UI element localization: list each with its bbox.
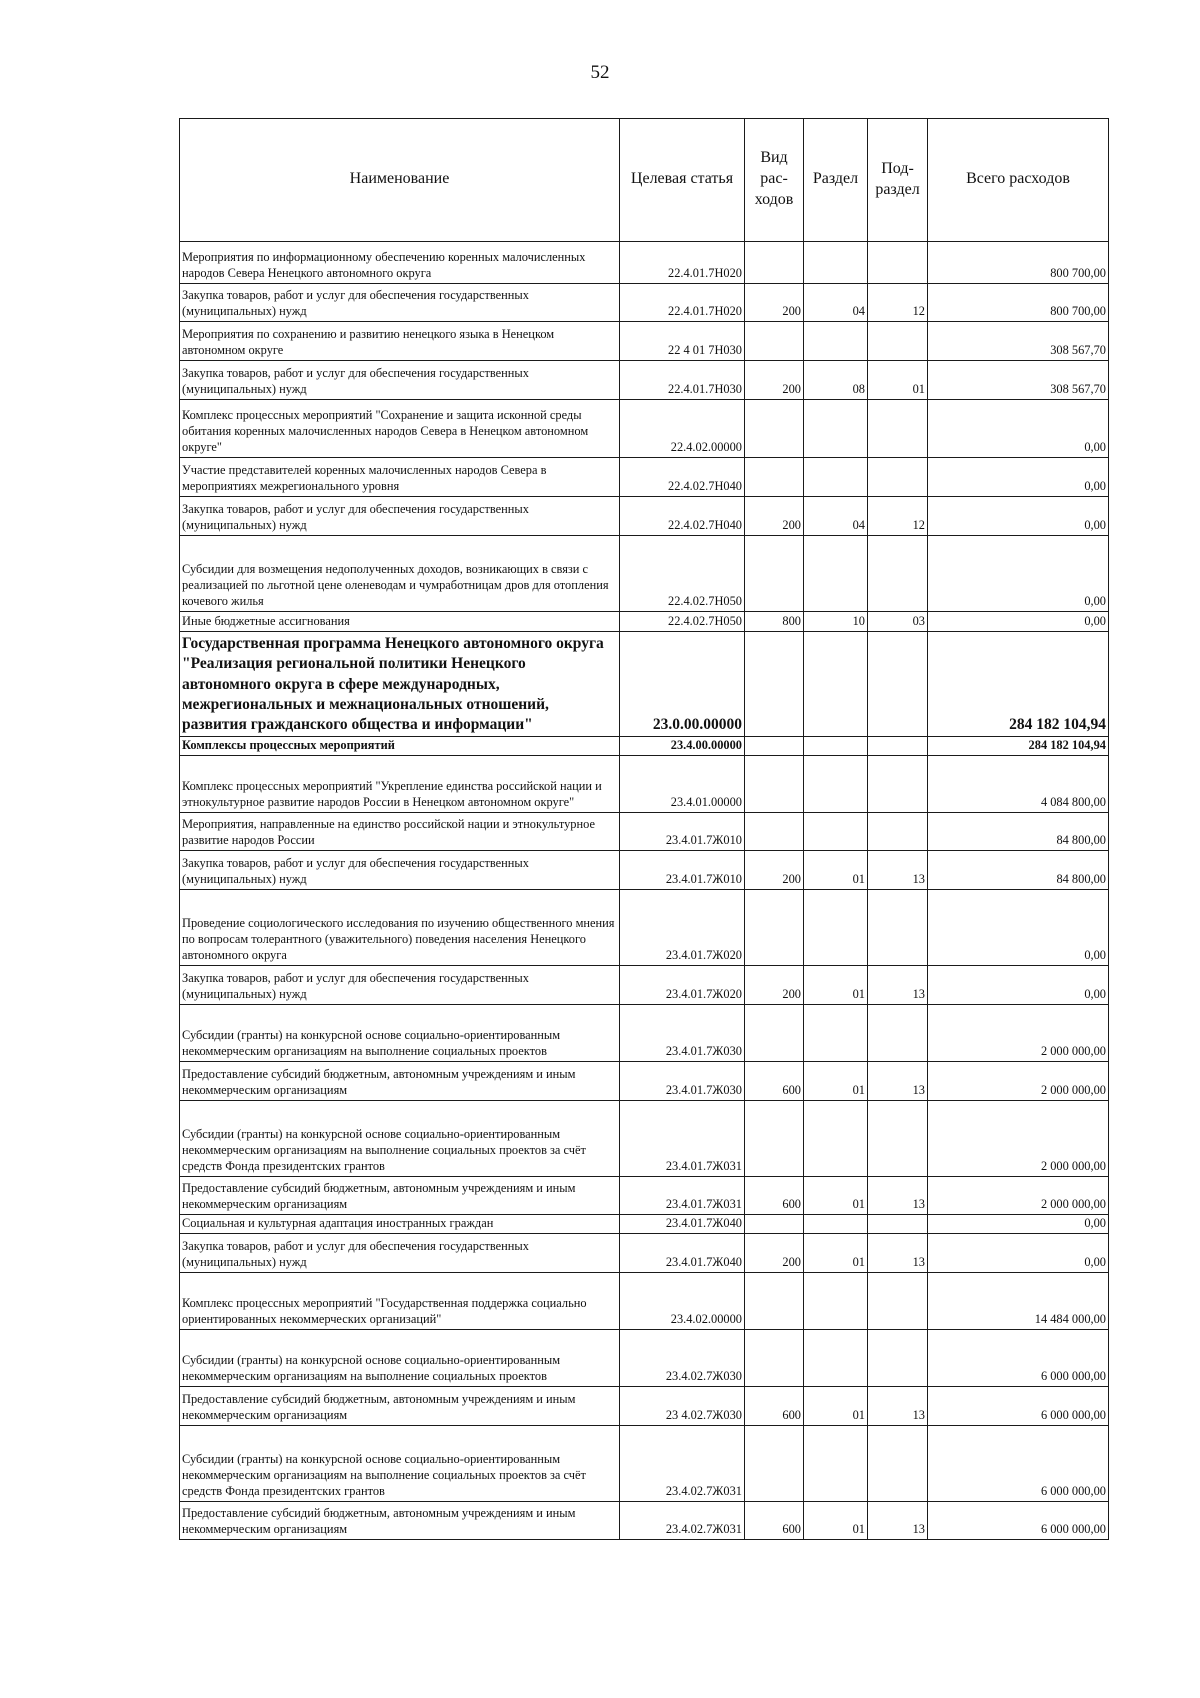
- expense-type-cell: [745, 1426, 804, 1502]
- item-name-cell: Субсидии для возмещения недополученных доходов, возникающих в связи с реализацией по льготной цене оленеводам и чумработницам дров для отопления кочевого жилья: [180, 536, 620, 612]
- target-code-cell: 22.4.02.00000: [620, 400, 745, 458]
- total-amount-cell: 2 000 000,00: [928, 1062, 1109, 1101]
- expense-type-cell: 200: [745, 1234, 804, 1273]
- header-total: Всего расходов: [928, 119, 1109, 242]
- section-cell: 01: [804, 1234, 868, 1273]
- subsection-cell: [868, 1273, 928, 1330]
- header-section: Раздел: [804, 119, 868, 242]
- section-cell: [804, 458, 868, 497]
- target-code-cell: 23.4.01.7Ж031: [620, 1101, 745, 1177]
- target-code-cell: 23.4.01.7Ж020: [620, 966, 745, 1005]
- target-code-cell: 22.4.01.7Н020: [620, 242, 745, 284]
- budget-table: [179, 118, 1109, 1540]
- table-row: [180, 612, 1109, 632]
- subsection-cell: [868, 890, 928, 966]
- expense-type-cell: 600: [745, 1502, 804, 1540]
- section-cell: [804, 890, 868, 966]
- expense-type-cell: [745, 458, 804, 497]
- target-code-cell: 22.4.02.7Н040: [620, 497, 745, 536]
- expense-type-cell: [745, 632, 804, 737]
- section-cell: [804, 1215, 868, 1234]
- subsection-cell: 13: [868, 1502, 928, 1540]
- header-target: Целевая статья: [620, 119, 745, 242]
- total-amount-cell: 6 000 000,00: [928, 1426, 1109, 1502]
- expense-type-cell: [745, 322, 804, 361]
- table-row: [180, 1062, 1109, 1101]
- expense-type-cell: 200: [745, 966, 804, 1005]
- total-amount-cell: 6 000 000,00: [928, 1330, 1109, 1387]
- item-name-cell: Закупка товаров, работ и услуг для обеспечения государственных (муниципальных) нужд: [180, 1234, 620, 1273]
- item-name-cell: Закупка товаров, работ и услуг для обеспечения государственных (муниципальных) нужд: [180, 284, 620, 322]
- item-name-cell: Комплекс процессных мероприятий "Укрепление единства российской нации и этнокультурное развитие народов России в Ненецком автономном округе": [180, 756, 620, 813]
- target-code-cell: 23.4.02.00000: [620, 1273, 745, 1330]
- total-amount-cell: 0,00: [928, 458, 1109, 497]
- expense-type-cell: [745, 813, 804, 851]
- item-name-cell: Закупка товаров, работ и услуг для обеспечения государственных (муниципальных) нужд: [180, 361, 620, 400]
- total-amount-cell: 0,00: [928, 966, 1109, 1005]
- total-amount-cell: 800 700,00: [928, 242, 1109, 284]
- target-code-cell: 23.0.00.00000: [620, 632, 745, 737]
- table-row: [180, 361, 1109, 400]
- item-name-cell: Проведение социологического исследования по изучению общественного мнения по вопросам толерантного (уважительного) поведения населения Ненецкого автономного округа: [180, 890, 620, 966]
- section-cell: 01: [804, 1062, 868, 1101]
- target-code-cell: 22.4.02.7Н050: [620, 612, 745, 632]
- expense-type-cell: [745, 737, 804, 756]
- section-cell: [804, 1273, 868, 1330]
- subsection-cell: 13: [868, 1177, 928, 1215]
- expense-type-cell: [745, 400, 804, 458]
- header-name: Наименование: [180, 119, 620, 242]
- subsection-cell: [868, 1330, 928, 1387]
- item-name-cell: Предоставление субсидий бюджетным, автономным учреждениям и иным некоммерческим организациям: [180, 1062, 620, 1101]
- total-amount-cell: 0,00: [928, 400, 1109, 458]
- expense-type-cell: [745, 1273, 804, 1330]
- section-cell: [804, 756, 868, 813]
- subsection-cell: [868, 1101, 928, 1177]
- item-name-cell: Предоставление субсидий бюджетным, автономным учреждениям и иным некоммерческим организациям: [180, 1502, 620, 1540]
- table-row: [180, 1177, 1109, 1215]
- section-cell: [804, 1101, 868, 1177]
- section-cell: 01: [804, 966, 868, 1005]
- total-amount-cell: 6 000 000,00: [928, 1502, 1109, 1540]
- total-amount-cell: 4 084 800,00: [928, 756, 1109, 813]
- target-code-cell: 23.4.01.7Ж010: [620, 851, 745, 890]
- expense-type-cell: 600: [745, 1062, 804, 1101]
- table-row: [180, 1215, 1109, 1234]
- target-code-cell: 23.4.01.7Ж030: [620, 1062, 745, 1101]
- target-code-cell: 23.4.02.7Ж031: [620, 1502, 745, 1540]
- table-row: [180, 1005, 1109, 1062]
- table-row: [180, 890, 1109, 966]
- subsection-cell: [868, 1426, 928, 1502]
- section-cell: 04: [804, 497, 868, 536]
- item-name-cell: Комплекс процессных мероприятий "Государственная поддержка социально ориентированных некоммерческих организаций": [180, 1273, 620, 1330]
- subsection-cell: 13: [868, 966, 928, 1005]
- table-row: [180, 458, 1109, 497]
- expense-type-cell: 200: [745, 361, 804, 400]
- header-expense-type: Вид рас-ходов: [745, 119, 804, 242]
- item-name-cell: Закупка товаров, работ и услуг для обеспечения государственных (муниципальных) нужд: [180, 497, 620, 536]
- section-cell: [804, 322, 868, 361]
- section-cell: [804, 400, 868, 458]
- target-code-cell: 23.4.01.7Ж040: [620, 1234, 745, 1273]
- subsection-cell: 13: [868, 1062, 928, 1101]
- section-cell: [804, 737, 868, 756]
- table-row: [180, 322, 1109, 361]
- section-cell: 04: [804, 284, 868, 322]
- table-row: [180, 1234, 1109, 1273]
- target-code-cell: 23 4.02.7Ж030: [620, 1387, 745, 1426]
- item-name-cell: Субсидии (гранты) на конкурсной основе социально-ориентированным некоммерческим организациям на выполнение социальных проектов: [180, 1005, 620, 1062]
- expense-type-cell: [745, 1005, 804, 1062]
- item-name-cell: Мероприятия, направленные на единство российской нации и этнокультурное развитие народов России: [180, 813, 620, 851]
- section-cell: [804, 632, 868, 737]
- table-row: [180, 242, 1109, 284]
- section-cell: 01: [804, 1502, 868, 1540]
- table-row: [180, 632, 1109, 737]
- subsection-cell: [868, 536, 928, 612]
- subsection-cell: 03: [868, 612, 928, 632]
- expense-type-cell: [745, 536, 804, 612]
- expense-type-cell: [745, 756, 804, 813]
- item-name-cell: Мероприятия по информационному обеспечению коренных малочисленных народов Севера Ненецкого автономного округа: [180, 242, 620, 284]
- subsection-cell: [868, 756, 928, 813]
- target-code-cell: 22 4 01 7Н030: [620, 322, 745, 361]
- table-row: [180, 756, 1109, 813]
- subsection-cell: [868, 813, 928, 851]
- target-code-cell: 22.4.02.7Н050: [620, 536, 745, 612]
- section-cell: [804, 242, 868, 284]
- table-row: [180, 1101, 1109, 1177]
- target-code-cell: 23.4.02.7Ж030: [620, 1330, 745, 1387]
- item-name-cell: Участие представителей коренных малочисленных народов Севера в мероприятиях межрегионального уровня: [180, 458, 620, 497]
- total-amount-cell: 0,00: [928, 536, 1109, 612]
- target-code-cell: 23.4.01.7Ж020: [620, 890, 745, 966]
- total-amount-cell: 2 000 000,00: [928, 1005, 1109, 1062]
- table-row: [180, 284, 1109, 322]
- table-row: [180, 1273, 1109, 1330]
- total-amount-cell: 14 484 000,00: [928, 1273, 1109, 1330]
- section-cell: 01: [804, 851, 868, 890]
- total-amount-cell: 0,00: [928, 1234, 1109, 1273]
- expense-type-cell: 800: [745, 612, 804, 632]
- subsection-cell: 13: [868, 1387, 928, 1426]
- subsection-cell: 13: [868, 1234, 928, 1273]
- subsection-cell: 12: [868, 284, 928, 322]
- subsection-cell: [868, 1005, 928, 1062]
- item-name-cell: Субсидии (гранты) на конкурсной основе социально-ориентированным некоммерческим организациям на выполнение социальных проектов за счёт средств Фонда президентских грантов: [180, 1426, 620, 1502]
- item-name-cell: Социальная и культурная адаптация иностранных граждан: [180, 1215, 620, 1234]
- target-code-cell: 22.4.01.7Н030: [620, 361, 745, 400]
- total-amount-cell: 284 182 104,94: [928, 737, 1109, 756]
- table-row: [180, 497, 1109, 536]
- target-code-cell: 23.4.02.7Ж031: [620, 1426, 745, 1502]
- item-name-cell: Комплекс процессных мероприятий "Сохранение и защита исконной среды обитания коренных малочисленных народов Севера в Ненецком автономном округе": [180, 400, 620, 458]
- table-header: [180, 119, 1109, 242]
- expense-type-cell: 200: [745, 851, 804, 890]
- section-cell: 10: [804, 612, 868, 632]
- header-row: [180, 119, 1109, 242]
- total-amount-cell: 84 800,00: [928, 851, 1109, 890]
- table-row: [180, 1426, 1109, 1502]
- total-amount-cell: 2 000 000,00: [928, 1101, 1109, 1177]
- total-amount-cell: 2 000 000,00: [928, 1177, 1109, 1215]
- target-code-cell: 23.4.01.00000: [620, 756, 745, 813]
- table-row: [180, 1387, 1109, 1426]
- table-row: [180, 851, 1109, 890]
- subsection-cell: 12: [868, 497, 928, 536]
- item-name-cell: Субсидии (гранты) на конкурсной основе социально-ориентированным некоммерческим организациям на выполнение социальных проектов: [180, 1330, 620, 1387]
- section-cell: 08: [804, 361, 868, 400]
- subsection-cell: 01: [868, 361, 928, 400]
- expense-type-cell: [745, 890, 804, 966]
- table-row: [180, 813, 1109, 851]
- total-amount-cell: 800 700,00: [928, 284, 1109, 322]
- subsection-cell: [868, 458, 928, 497]
- expense-type-cell: [745, 242, 804, 284]
- table-row: [180, 1330, 1109, 1387]
- section-cell: [804, 1005, 868, 1062]
- table-row: [180, 1502, 1109, 1540]
- target-code-cell: 23.4.00.00000: [620, 737, 745, 756]
- section-cell: [804, 813, 868, 851]
- target-code-cell: 23.4.01.7Ж010: [620, 813, 745, 851]
- expense-type-cell: 200: [745, 497, 804, 536]
- item-name-cell: Предоставление субсидий бюджетным, автономным учреждениям и иным некоммерческим организациям: [180, 1387, 620, 1426]
- section-cell: 01: [804, 1387, 868, 1426]
- subsection-cell: [868, 737, 928, 756]
- section-cell: [804, 536, 868, 612]
- table-row: [180, 966, 1109, 1005]
- item-name-cell: Комплексы процессных мероприятий: [180, 737, 620, 756]
- item-name-cell: Предоставление субсидий бюджетным, автономным учреждениям и иным некоммерческим организациям: [180, 1177, 620, 1215]
- section-cell: 01: [804, 1177, 868, 1215]
- item-name-cell: Закупка товаров, работ и услуг для обеспечения государственных (муниципальных) нужд: [180, 851, 620, 890]
- subsection-cell: [868, 242, 928, 284]
- target-code-cell: 23.4.01.7Ж031: [620, 1177, 745, 1215]
- page-number: 52: [590, 62, 610, 83]
- item-name-cell: Субсидии (гранты) на конкурсной основе социально-ориентированным некоммерческим организациям на выполнение социальных проектов за счёт средств Фонда президентских грантов: [180, 1101, 620, 1177]
- table-row: [180, 737, 1109, 756]
- table-body: [180, 242, 1109, 1540]
- expense-type-cell: [745, 1215, 804, 1234]
- target-code-cell: 23.4.01.7Ж030: [620, 1005, 745, 1062]
- total-amount-cell: 308 567,70: [928, 361, 1109, 400]
- expense-type-cell: [745, 1330, 804, 1387]
- total-amount-cell: 0,00: [928, 612, 1109, 632]
- total-amount-cell: 84 800,00: [928, 813, 1109, 851]
- item-name-cell: Мероприятия по сохранению и развитию ненецкого языка в Ненецком автономном округе: [180, 322, 620, 361]
- section-cell: [804, 1330, 868, 1387]
- expense-type-cell: 200: [745, 284, 804, 322]
- total-amount-cell: 0,00: [928, 497, 1109, 536]
- item-name-cell: Иные бюджетные ассигнования: [180, 612, 620, 632]
- expense-type-cell: [745, 1101, 804, 1177]
- subsection-cell: [868, 400, 928, 458]
- item-name-cell: Государственная программа Ненецкого автономного округа "Реализация региональной политики Ненецкого автономного округа в сфере международных, межрегиональных и межнациональных отношений, развития гражданского общества и информации": [180, 632, 620, 737]
- item-name-cell: Закупка товаров, работ и услуг для обеспечения государственных (муниципальных) нужд: [180, 966, 620, 1005]
- subsection-cell: [868, 1215, 928, 1234]
- expense-type-cell: 600: [745, 1387, 804, 1426]
- total-amount-cell: 0,00: [928, 1215, 1109, 1234]
- table-row: [180, 536, 1109, 612]
- total-amount-cell: 284 182 104,94: [928, 632, 1109, 737]
- target-code-cell: 22.4.02.7Н040: [620, 458, 745, 497]
- target-code-cell: 22.4.01.7Н020: [620, 284, 745, 322]
- target-code-cell: 23.4.01.7Ж040: [620, 1215, 745, 1234]
- table-row: [180, 400, 1109, 458]
- subsection-cell: [868, 322, 928, 361]
- subsection-cell: [868, 632, 928, 737]
- total-amount-cell: 6 000 000,00: [928, 1387, 1109, 1426]
- expense-type-cell: 600: [745, 1177, 804, 1215]
- section-cell: [804, 1426, 868, 1502]
- subsection-cell: 13: [868, 851, 928, 890]
- header-subsection: Под-раздел: [868, 119, 928, 242]
- total-amount-cell: 0,00: [928, 890, 1109, 966]
- total-amount-cell: 308 567,70: [928, 322, 1109, 361]
